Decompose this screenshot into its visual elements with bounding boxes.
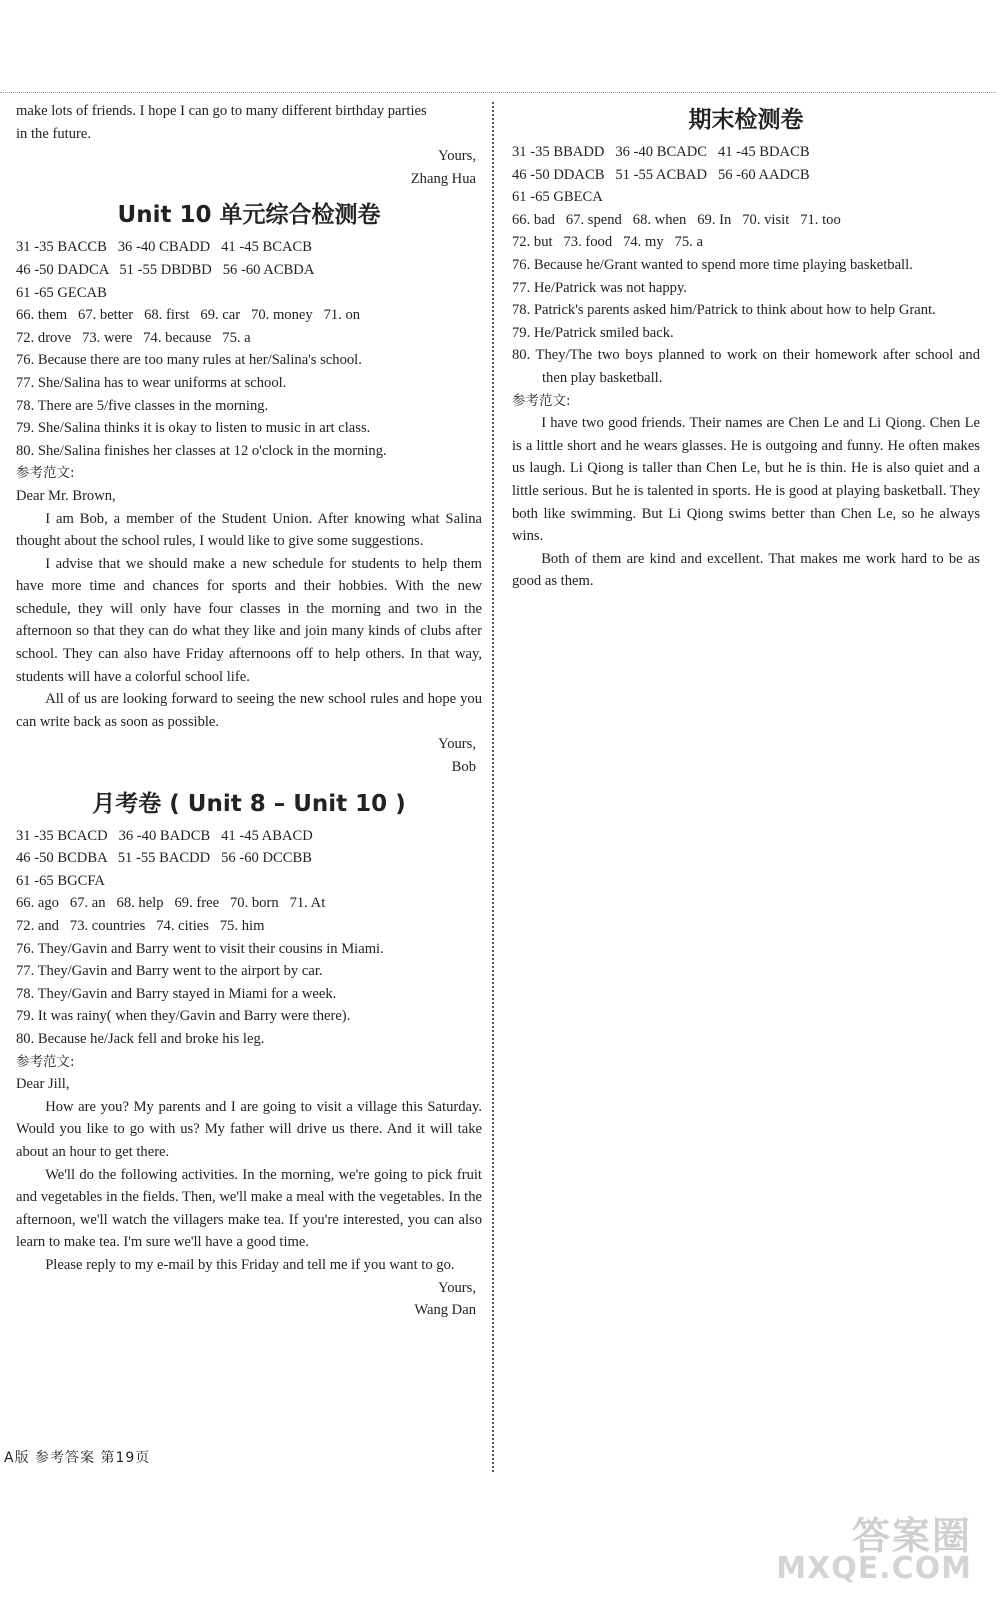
- essay-paragraph: I have two good friends. Their names are Chen Le and Li Qiong. Chen Le is a little short and he wears glasses. He is outgoing and funny. He often makes us laugh. Li Qiong is taller than Chen Le, but he is thin. He is also quiet and a little serious. But he is talented in sports. He is good at playing basketball. They both like swimming. But Li Qiong swims better than Chen Le, so he always wins.: [512, 415, 980, 545]
- signoff: [16, 733, 482, 778]
- essay-label: 参考范文:: [16, 465, 75, 482]
- essay-paragraph: I am Bob, a member of the Student Union. After knowing what Salina thought about the school rules, I would like to give some suggestions.: [16, 510, 482, 550]
- answer-line: 77. They/Gavin and Barry went to the airport by car.: [16, 963, 323, 980]
- signature-name: Wang Dan: [414, 1302, 476, 1319]
- answer-list: [512, 141, 980, 390]
- answer-line: 78. There are 5/five classes in the morning.: [16, 397, 269, 414]
- answer-line: 79. He/Patrick smiled back.: [512, 324, 674, 341]
- answer-line: 80. She/Salina finishes her classes at 12 o'clock in the morning.: [16, 442, 387, 459]
- answer-line: 31 -35 BACCB 36 -40 CBADD 41 -45 BCACB: [16, 239, 312, 256]
- answer-line: 80. Because he/Jack fell and broke his leg.: [16, 1030, 265, 1047]
- answer-line: 46 -50 BCDBA 51 -55 BACDD 56 -60 DCCBB: [16, 850, 312, 867]
- text-line: in the future.: [16, 125, 91, 142]
- answer-line: 46 -50 DDACB 51 -55 ACBAD 56 -60 AADCB: [512, 166, 810, 183]
- answer-line: 76. Because he/Grant wanted to spend more time playing basketball.: [512, 256, 913, 273]
- signoff: [16, 1277, 482, 1322]
- answer-line: 31 -35 BBADD 36 -40 BCADC 41 -45 BDACB: [512, 144, 810, 160]
- answer-line: 79. She/Salina thinks it is okay to listen to music in art class.: [16, 420, 371, 437]
- essay-paragraph: How are you? My parents and I are going to visit a village this Saturday. Would you like to go with us? My father will drive us there. And it will take about an hour to get there.: [16, 1098, 482, 1160]
- answer-line: 46 -50 DADCA 51 -55 DBDBD 56 -60 ACBDA: [16, 261, 315, 278]
- right-column: [512, 100, 980, 593]
- signoff: [16, 145, 482, 190]
- answer-line: 72. and 73. countries 74. cities 75. him: [16, 918, 265, 934]
- answer-line: 77. He/Patrick was not happy.: [512, 279, 687, 296]
- letter-greeting: Dear Mr. Brown,: [16, 487, 116, 504]
- section-title-monthly: 月考卷 ( Unit 8 – Unit 10 ): [92, 790, 406, 817]
- essay-paragraph: Both of them are kind and excellent. That makes me work hard to be as good as them.: [512, 550, 980, 590]
- closing: Yours,: [438, 736, 476, 753]
- essay-paragraph: Please reply to my e-mail by this Friday and tell me if you want to go.: [45, 1256, 455, 1273]
- answer-line: 79. It was rainy( when they/Gavin and Barry were there).: [16, 1008, 351, 1025]
- page-footer: A版 参考答案 第19页: [4, 1450, 151, 1466]
- closing: Yours,: [438, 1279, 476, 1296]
- intro-letter-end: [16, 100, 482, 145]
- answer-line: 76. They/Gavin and Barry went to visit their cousins in Miami.: [16, 940, 384, 957]
- answer-line: 80. They/The two boys planned to work on their homework after school and then play basketball.: [512, 347, 980, 386]
- essay-paragraph: We'll do the following activities. In the morning, we're going to pick fruit and vegetables in the fields. Then, we'll make a meal with the vegetables. In the afternoon, we'll watch the villagers make tea. If you're interested, you can also learn to make tea. I'm sure we'll have a good time.: [16, 1166, 482, 1251]
- answer-line: 66. ago 67. an 68. help 69. free 70. born 71. At: [16, 895, 326, 912]
- answer-line: 31 -35 BCACD 36 -40 BADCB 41 -45 ABACD: [16, 827, 313, 844]
- answer-line: 76. Because there are too many rules at her/Salina's school.: [16, 352, 362, 369]
- column-divider: [492, 102, 494, 1472]
- section-title-unit10: Unit 10 单元综合检测卷: [117, 202, 381, 229]
- watermark-logo: [762, 1505, 972, 1595]
- letter-greeting: Dear Jill,: [16, 1076, 70, 1093]
- signature-name: Bob: [451, 759, 476, 776]
- answer-list: [16, 825, 482, 1051]
- answer-line: 78. Patrick's parents asked him/Patrick to think about how to help Grant.: [512, 302, 936, 319]
- essay-paragraph: All of us are looking forward to seeing the new school rules and hope you can write back as soon as possible.: [16, 691, 482, 730]
- essay-label: 参考范文:: [16, 1053, 75, 1070]
- answer-line: 61 -65 BGCFA: [16, 872, 105, 889]
- watermark-url: MXQE.COM: [776, 1551, 972, 1586]
- top-border: [0, 92, 996, 93]
- answer-line: 61 -65 GECAB: [16, 284, 107, 301]
- answer-line: 66. bad 67. spend 68. when 69. In 70. visit 71. too: [512, 211, 841, 228]
- answer-line: 77. She/Salina has to wear uniforms at school.: [16, 374, 287, 391]
- answer-line: 72. but 73. food 74. my 75. a: [512, 234, 703, 251]
- left-column: [16, 100, 482, 1322]
- answer-line: 72. drove 73. were 74. because 75. a: [16, 329, 251, 346]
- essay-paragraph: I advise that we should make a new schedule for students to help them have more time and chances for sports and their hobbies. With the new schedule, they will only have four classes in the morning and two in the afternoon so that they can do what they like and join many kinds of clubs after school. They can also have Friday afternoons off to help others. In that way, students will have a colorful school life.: [16, 555, 482, 685]
- answer-line: 66. them 67. better 68. first 69. car 70. money 71. on: [16, 307, 361, 324]
- section-title-final: 期末检测卷: [688, 107, 804, 133]
- text-line: make lots of friends. I hope I can go to many different birthday parties: [16, 103, 427, 119]
- watermark-text: 答案圈: [851, 1514, 972, 1558]
- signature-name: Zhang Hua: [410, 170, 476, 187]
- answer-list: [16, 236, 482, 462]
- essay-label: 参考范文:: [512, 392, 571, 409]
- closing: Yours,: [438, 148, 476, 165]
- answer-line: 78. They/Gavin and Barry stayed in Miami for a week.: [16, 985, 337, 1002]
- answer-line: 61 -65 GBECA: [512, 189, 603, 206]
